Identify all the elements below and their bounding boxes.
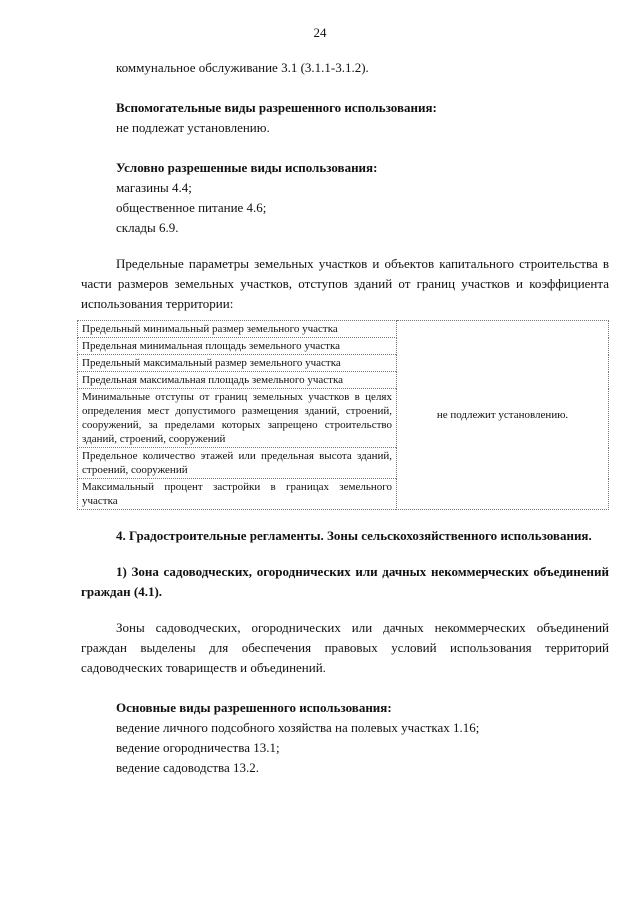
main-use-item: ведение личного подсобного хозяйства на полевых участках 1.16;: [116, 720, 480, 735]
table-cell-param: Минимальные отступы от границ земельных участков в целях определения мест допустимого размещения зданий, строений, сооружений, за пределами которых запрещено строительство зданий, строений, сооружений: [78, 389, 397, 448]
conditional-use-item: магазины 4.4;: [116, 180, 192, 195]
table-cell-param: Предельный максимальный размер земельного участка: [78, 355, 397, 372]
table-row: [78, 321, 609, 338]
params-intro: Предельные параметры земельных участков и объектов капитального строительства в части размеров земельных участков, отступов зданий от границ участков и коэффициента использования территории:: [81, 256, 609, 311]
zone-4-1-heading: 1) Зона садоводческих, огороднических или дачных некоммерческих объединений граждан (4.1).: [81, 564, 609, 599]
main-use-item: ведение садоводства 13.2.: [116, 760, 260, 775]
auxiliary-uses-text: не подлежат установлению.: [116, 120, 270, 135]
table-cell-value: не подлежит установлению.: [397, 321, 609, 510]
table-cell-param: Предельное количество этажей или предельная высота зданий, строений, сооружений: [78, 448, 397, 479]
zone-4-1-description: Зоны садоводческих, огороднических или дачных некоммерческих объединений граждан выделены для обеспечения правовых условий использования территорий садоводческих товариществ и объединений.: [81, 620, 609, 675]
table-cell-param: Предельная минимальная площадь земельного участка: [78, 338, 397, 355]
table-cell-param: Предельная максимальная площадь земельного участка: [78, 372, 397, 389]
document-body: [81, 58, 609, 778]
main-uses-heading: Основные виды разрешенного использования:: [116, 700, 392, 715]
conditional-use-item: общественное питание 4.6;: [116, 200, 267, 215]
section-4-heading: 4. Градостроительные регламенты. Зоны сельскохозяйственного использования.: [116, 528, 592, 543]
main-use-item: ведение огородничества 13.1;: [116, 740, 280, 755]
auxiliary-uses-heading: Вспомогательные виды разрешенного использования:: [116, 100, 437, 115]
table-cell-param: Максимальный процент застройки в границах земельного участка: [78, 479, 397, 510]
page-number: 24: [313, 25, 327, 40]
utility-services-line: коммунальное обслуживание 3.1 (3.1.1-3.1.2).: [116, 60, 369, 75]
conditional-use-item: склады 6.9.: [116, 220, 179, 235]
conditional-uses-heading: Условно разрешенные виды использования:: [116, 160, 378, 175]
table-cell-param: Предельный минимальный размер земельного участка: [78, 321, 397, 338]
parameters-table: [77, 320, 609, 510]
